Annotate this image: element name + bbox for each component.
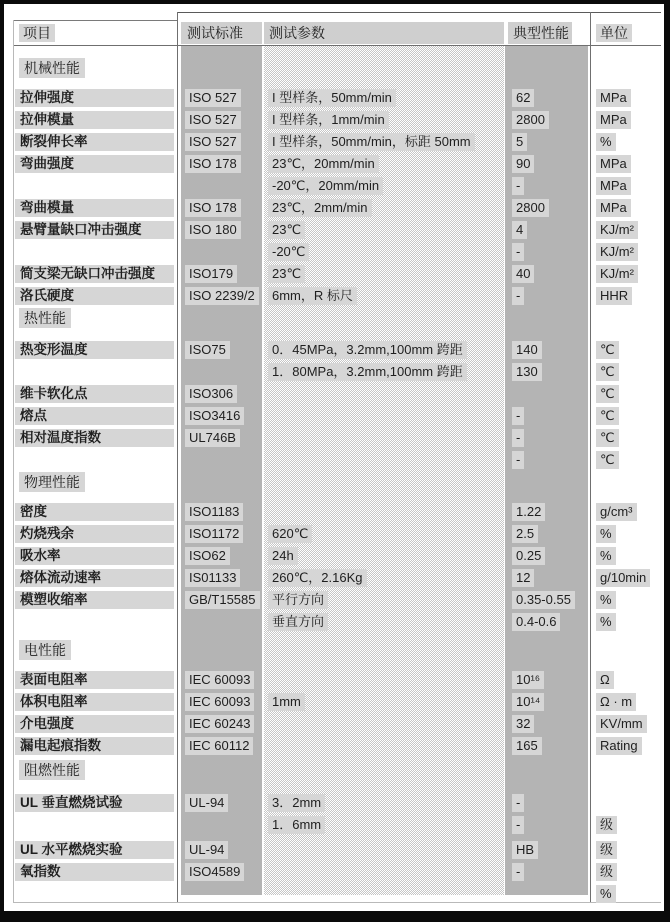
parameter-cell: I 型样条，50mm/min [264,89,505,107]
value-cell: 10¹⁴ [505,693,590,711]
unit-cell: ℃ [590,429,661,447]
standard-cell: GB/T15585 [179,591,264,609]
item-cell [13,109,179,131]
unit-cell: KJ/m² [590,243,661,261]
table-row [13,405,661,427]
item-cell [13,861,179,883]
unit-cell: % [590,547,661,565]
value-cell: 165 [505,737,590,755]
item-cell: 物理性能 [13,471,179,493]
unit-cell: % [590,133,661,151]
standard-cell: IEC 60093 [179,671,264,689]
unit-cell: 级 [590,863,661,881]
table-row [13,523,661,545]
unit-cell: % [590,885,661,903]
item-highlight-bar: 简支梁无缺口冲击强度 [15,265,174,283]
standard-cell: ISO3416 [179,407,264,425]
unit-cell: Ω · m [590,693,661,711]
value-cell: 140 [505,341,590,359]
standard-cell: IEC 60112 [179,737,264,755]
item-highlight-bar: 熔点 [15,407,174,425]
unit-cell: g/10min [590,569,661,587]
table-row [13,839,661,861]
table-row [13,501,661,523]
standard-cell: ISO4589 [179,863,264,881]
item-highlight-bar: 模塑收缩率 [15,591,174,609]
value-cell: - [505,794,590,812]
table-row [13,175,661,197]
value-cell: - [505,863,590,881]
header-unit-label: 单位 [596,24,632,42]
value-cell: - [505,177,590,195]
item-cell [13,197,179,219]
table-row [13,307,661,329]
table-row [13,285,661,307]
table-row [13,109,661,131]
item-cell [13,175,179,197]
table-row [13,339,661,361]
unit-cell: 级 [590,816,661,834]
item-cell: 阻燃性能 [13,759,179,781]
standard-cell: ISO1172 [179,525,264,543]
parameter-cell: 6mm，R 标尺 [264,287,505,305]
table-row [13,471,661,493]
item-highlight-bar: 热变形温度 [15,341,174,359]
table-row [13,449,661,471]
unit-cell: ℃ [590,341,661,359]
parameter-cell: 垂直方向 [264,613,505,631]
value-cell: 2800 [505,111,590,129]
item-cell [13,449,179,471]
parameter-cell: 0．45MPa，3.2mm,100mm 跨距 [264,341,505,359]
standard-cell: ISO306 [179,385,264,403]
standard-cell: UL746B [179,429,264,447]
table-row [13,427,661,449]
value-cell: 10¹⁶ [505,671,590,689]
item-cell [13,545,179,567]
item-highlight-bar: 拉伸模量 [15,111,174,129]
header-parameter [264,21,505,45]
header-parameter-label: 测试参数 [264,22,504,44]
item-highlight-bar: 漏电起痕指数 [15,737,174,755]
parameter-cell: -20℃ [264,243,505,261]
item-highlight-bar: 拉伸强度 [15,89,174,107]
parameter-cell: 3．2mm [264,794,505,812]
item-highlight-bar: 弯曲模量 [15,199,174,217]
table-row [13,567,661,589]
table-row [13,545,661,567]
unit-cell: g/cm³ [590,503,661,521]
item-highlight-bar: 介电强度 [15,715,174,733]
value-cell: 0.25 [505,547,590,565]
header-item [13,21,179,45]
table-row [13,87,661,109]
value-cell: 2.5 [505,525,590,543]
value-cell: 90 [505,155,590,173]
item-cell [13,219,179,241]
standard-cell: ISO179 [179,265,264,283]
standard-cell: IS01133 [179,569,264,587]
table-row [13,589,661,611]
item-cell: 电性能 [13,639,179,661]
item-cell [13,883,179,905]
table-row [13,639,661,661]
unit-cell: MPa [590,199,661,217]
value-cell: HB [505,841,590,859]
item-cell [13,523,179,545]
standard-cell: IEC 60093 [179,693,264,711]
item-highlight-bar: 表面电阻率 [15,671,174,689]
parameter-cell: -20℃，20mm/min [264,177,505,195]
unit-cell: MPa [590,177,661,195]
parameter-cell: 23℃，20mm/min [264,155,505,173]
standard-cell: ISO 178 [179,199,264,217]
value-cell: 0.4-0.6 [505,613,590,631]
item-cell [13,839,179,861]
table-row [13,669,661,691]
item-highlight-bar: 熔体流动速率 [15,569,174,587]
item-cell [13,814,179,836]
table-row [13,241,661,263]
table-row [13,131,661,153]
standard-cell: ISO 2239/2 [179,287,264,305]
unit-cell: ℃ [590,451,661,469]
parameter-cell: I 型样条，50mm/min，标距 50mm [264,133,505,151]
table-row [13,792,661,814]
table-header-row [13,21,661,45]
item-cell [13,405,179,427]
standard-cell: ISO 527 [179,111,264,129]
value-cell: - [505,429,590,447]
unit-cell: ℃ [590,363,661,381]
value-cell: 5 [505,133,590,151]
item-highlight-bar: 相对温度指数 [15,429,174,447]
table-row [13,713,661,735]
value-cell: 2800 [505,199,590,217]
item-cell [13,361,179,383]
value-cell: 130 [505,363,590,381]
item-cell [13,792,179,814]
item-cell: 热性能 [13,307,179,329]
table-top-border-right [177,12,661,13]
unit-cell: 级 [590,841,661,859]
property-table [13,12,661,908]
table-row [13,861,661,883]
standard-cell: ISO 180 [179,221,264,239]
item-highlight-bar: 弯曲强度 [15,155,174,173]
parameter-cell: 620℃ [264,525,505,543]
unit-cell: ℃ [590,407,661,425]
table-row [13,611,661,633]
item-cell [13,669,179,691]
unit-cell: MPa [590,111,661,129]
item-highlight-bar: 灼烧残余 [15,525,174,543]
header-unit [590,21,661,45]
unit-cell: KJ/m² [590,265,661,283]
item-cell [13,501,179,523]
parameter-cell: 1．80MPa，3.2mm,100mm 跨距 [264,363,505,381]
standard-cell: ISO 527 [179,133,264,151]
value-cell: - [505,287,590,305]
table-row [13,153,661,175]
standard-cell: ISO 178 [179,155,264,173]
table-row [13,759,661,781]
parameter-cell: 平行方向 [264,591,505,609]
item-highlight-bar: 氧指数 [15,863,174,881]
unit-cell: % [590,613,661,631]
item-cell [13,339,179,361]
value-cell: - [505,451,590,469]
standard-cell: ISO 527 [179,89,264,107]
standard-cell: ISO1183 [179,503,264,521]
table-row [13,383,661,405]
value-cell: 62 [505,89,590,107]
table-row [13,263,661,285]
header-item-label: 项目 [19,24,55,42]
standard-cell: UL-94 [179,841,264,859]
item-cell [13,285,179,307]
unit-cell: % [590,525,661,543]
item-highlight-bar: 吸水率 [15,547,174,565]
standard-cell: IEC 60243 [179,715,264,733]
value-cell: 0.35-0.55 [505,591,590,609]
value-cell: - [505,816,590,834]
header-typical [505,21,590,45]
table-row [13,361,661,383]
item-cell [13,87,179,109]
header-typical-label: 典型性能 [508,22,572,44]
table-row [13,197,661,219]
unit-cell: KV/mm [590,715,661,733]
standard-cell: ISO62 [179,547,264,565]
parameter-cell: 24h [264,547,505,565]
item-cell [13,567,179,589]
item-cell [13,427,179,449]
parameter-cell: 23℃ [264,221,505,239]
standard-cell: UL-94 [179,794,264,812]
value-cell: - [505,407,590,425]
item-highlight-bar: 密度 [15,503,174,521]
header-divider-line [13,45,661,46]
item-highlight-bar: 悬臂量缺口冲击强度 [15,221,174,239]
unit-cell: ℃ [590,385,661,403]
item-highlight-bar: 洛氏硬度 [15,287,174,305]
table-row [13,883,661,905]
header-standard-label: 测试标准 [181,22,262,44]
item-cell [13,691,179,713]
item-highlight-bar: UL 垂直燃烧试验 [15,794,174,812]
unit-cell: % [590,591,661,609]
item-cell [13,713,179,735]
item-cell [13,735,179,757]
table-row [13,814,661,836]
unit-cell: KJ/m² [590,221,661,239]
item-cell [13,131,179,153]
item-cell [13,241,179,263]
unit-cell: HHR [590,287,661,305]
value-cell: 40 [505,265,590,283]
item-highlight-bar: 断裂伸长率 [15,133,174,151]
value-cell: 4 [505,221,590,239]
value-cell: - [505,243,590,261]
table-row [13,219,661,241]
item-highlight-bar: 维卡软化点 [15,385,174,403]
parameter-cell: 1．6mm [264,816,505,834]
standard-cell: ISO75 [179,341,264,359]
parameter-cell: 1mm [264,693,505,711]
item-cell [13,153,179,175]
parameter-cell: 23℃ [264,265,505,283]
parameter-cell: 23℃，2mm/min [264,199,505,217]
table-row [13,57,661,79]
unit-cell: Rating [590,737,661,755]
item-cell [13,589,179,611]
item-cell: 机械性能 [13,57,179,79]
item-cell [13,263,179,285]
value-cell: 12 [505,569,590,587]
unit-cell: MPa [590,89,661,107]
item-cell [13,611,179,633]
unit-cell: MPa [590,155,661,173]
parameter-cell: I 型样条，1mm/min [264,111,505,129]
unit-cell: Ω [590,671,661,689]
table-row [13,691,661,713]
item-cell [13,383,179,405]
item-highlight-bar: UL 水平燃烧实验 [15,841,174,859]
parameter-cell: 260℃，2.16Kg [264,569,505,587]
value-cell: 32 [505,715,590,733]
table-body [13,47,661,905]
value-cell: 1.22 [505,503,590,521]
item-highlight-bar: 体积电阻率 [15,693,174,711]
header-standard [179,21,264,45]
table-row [13,735,661,757]
